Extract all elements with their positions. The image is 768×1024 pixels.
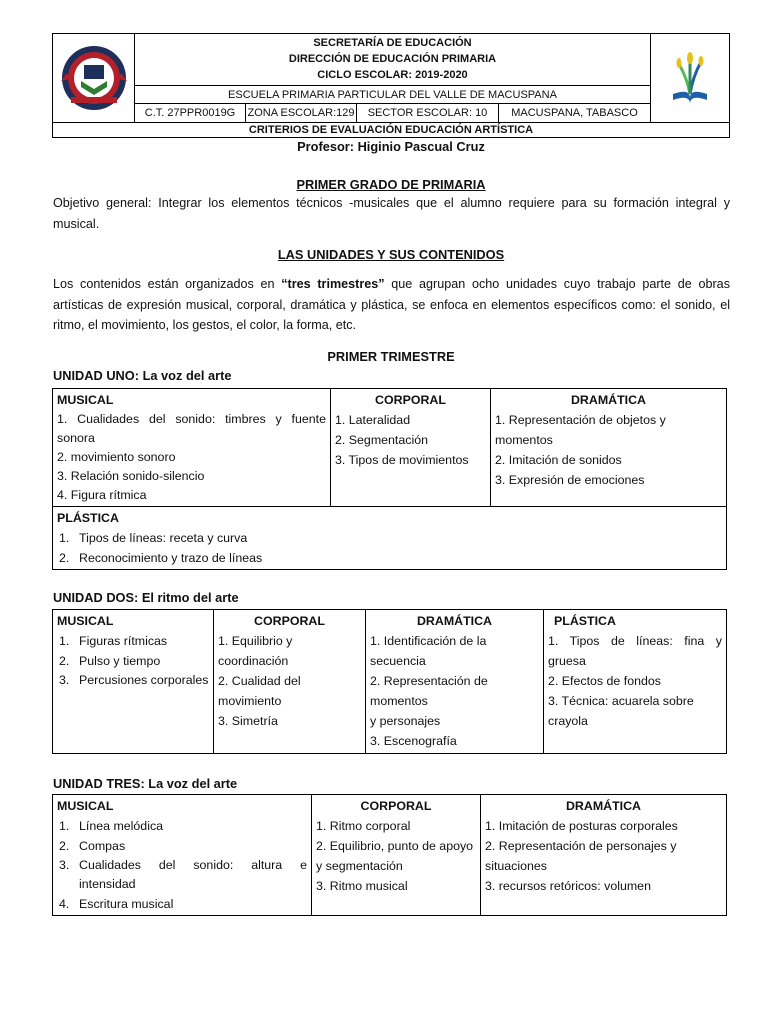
u3-corporal-item: 1. Ritmo corporal	[316, 819, 411, 833]
u2-dramatica-item: 2. Representación de momentos	[370, 674, 488, 708]
u1-dramatica-item: 3. Expresión de emociones	[495, 473, 645, 487]
list-item	[57, 548, 722, 568]
list-item	[57, 894, 307, 914]
u2-plastica-cell	[544, 610, 727, 754]
u2-dramatica-item: 3. Escenografía	[370, 734, 457, 748]
u3-dramatica-cell	[481, 795, 727, 916]
u3-musical-item: Línea melódica	[79, 819, 164, 833]
u3-corporal-cell	[312, 795, 481, 916]
list-number: 2.	[59, 839, 70, 853]
u1-dramatica-header: DRAMÁTICA	[570, 393, 647, 407]
u2-dramatica-item: 1. Identificación de la secuencia	[370, 634, 487, 668]
u3-corporal-header: CORPORAL	[360, 799, 432, 813]
u3-musical-list	[57, 816, 307, 914]
header-line-3: CICLO ESCOLAR: 2019-2020	[317, 69, 468, 81]
unidad-uno-title: UNIDAD UNO: La voz del arte	[53, 368, 232, 383]
u3-dramatica-item: 2. Representación de personajes y situaciones	[485, 839, 677, 873]
list-number: 1.	[59, 634, 70, 648]
contenidos-post: que agrupan ocho unidades cuyo trabajo parte de obras artísticas de expresión musical, corporal, dramática y plástica, se enfoca en elementos específicos como: el sonido, el ritmo, el movimiento, los gestos, el color, la forma, etc.	[53, 277, 730, 332]
u2-musical-item: Figuras rítmicas	[79, 634, 168, 648]
u3-dramatica-item: 1. Imitación de posturas corporales	[485, 819, 678, 833]
u1-musical-item: 4. Figura rítmica	[57, 488, 147, 502]
u2-corporal-item: 3. Simetría	[218, 714, 278, 728]
list-item	[57, 671, 209, 690]
u2-musical-header: MUSICAL	[57, 614, 114, 628]
list-item	[57, 856, 307, 894]
list-item	[57, 816, 307, 836]
list-number: 3.	[59, 858, 70, 872]
u1-plastica-item: Tipos de líneas: receta y curva	[79, 531, 248, 545]
document-header	[52, 33, 730, 138]
u2-corporal-header: CORPORAL	[254, 614, 325, 628]
list-number: 2.	[59, 654, 70, 668]
list-item	[57, 651, 209, 671]
u2-corporal-cell	[214, 610, 366, 754]
list-item	[57, 631, 209, 651]
u1-corporal-header: CORPORAL	[375, 393, 446, 407]
u3-dramatica-item: 3. recursos retóricos: volumen	[485, 879, 651, 893]
u2-corporal-item: 2. Cualidad del movimiento	[218, 674, 301, 708]
u2-plastica-item: 2. Efectos de fondos	[548, 674, 661, 688]
u1-musical-header: MUSICAL	[57, 393, 114, 407]
u2-corporal-item: 1. Equilibrio y coordinación	[218, 634, 293, 668]
education-plant-book-icon	[650, 34, 729, 122]
u1-corporal-item: 1. Lateralidad	[335, 413, 411, 427]
header-center	[135, 34, 650, 122]
u2-musical-list	[57, 631, 209, 690]
contenidos-bold: “tres trimestres”	[281, 277, 385, 291]
trimestre-title: PRIMER TRIMESTRE	[327, 349, 455, 364]
ct-code: C.T. 27PPR0019G	[135, 104, 246, 122]
u1-musical-item: 2. movimiento sonoro	[57, 450, 176, 464]
u1-corporal-item: 2. Segmentación	[335, 433, 428, 447]
school-seal-icon	[53, 34, 135, 122]
objetivo-paragraph: Objetivo general: Integrar los elementos técnicos -musicales que el alumno requiere para su formación integral y musical.	[53, 196, 730, 231]
u1-musical-item: 3. Relación sonido-silencio	[57, 469, 205, 483]
u1-musical-cell	[53, 389, 331, 507]
u1-musical-item: 1. Cualidades del sonido: timbres y fuente sonora	[57, 412, 326, 445]
criterios-title: CRITERIOS DE EVALUACIÓN EDUCACIÓN ARTÍSTICA	[53, 122, 729, 138]
unidad-uno-table	[52, 388, 727, 570]
list-number: 4.	[59, 897, 70, 911]
grado-title: PRIMER GRADO DE PRIMARIA	[296, 177, 486, 192]
profesor-name: Profesor: Higinio Pascual Cruz	[297, 139, 485, 154]
u2-musical-item: Percusiones corporales	[79, 673, 209, 687]
u3-musical-header: MUSICAL	[57, 799, 114, 813]
unidad-dos-title: UNIDAD DOS: El ritmo del arte	[53, 590, 239, 605]
u1-plastica-item: Reconocimiento y trazo de líneas	[79, 551, 263, 565]
unidad-dos-table	[52, 609, 727, 754]
u3-musical-cell	[53, 795, 312, 916]
school-name: ESCUELA PRIMARIA PARTICULAR DEL VALLE DE MACUSPANA	[135, 86, 650, 104]
header-codes-row	[135, 104, 650, 122]
unidades-title: LAS UNIDADES Y SUS CONTENIDOS	[277, 247, 505, 262]
list-number: 1.	[59, 531, 70, 545]
u3-musical-item: Escritura musical	[79, 897, 174, 911]
u1-dramatica-cell	[491, 389, 727, 507]
location: MACUSPANA, TABASCO	[511, 107, 638, 119]
u3-corporal-item: 2. Equilibrio, punto de apoyo y segmentación	[316, 839, 474, 873]
unidad-tres-table	[52, 794, 727, 916]
u2-dramatica-item: y personajes	[370, 714, 441, 728]
u2-musical-item: Pulso y tiempo	[79, 654, 161, 668]
u3-musical-item: Compas	[79, 839, 126, 853]
list-item	[57, 836, 307, 856]
list-number: 3.	[59, 673, 70, 687]
u1-corporal-item: 3. Tipos de movimientos	[335, 453, 469, 467]
header-line-2: DIRECCIÓN DE EDUCACIÓN PRIMARIA	[288, 53, 497, 65]
u3-corporal-item: 3. Ritmo musical	[316, 879, 408, 893]
u2-dramatica-cell	[366, 610, 544, 754]
u1-plastica-cell	[53, 507, 727, 570]
header-line-1: SECRETARÍA DE EDUCACIÓN	[313, 37, 472, 49]
list-item	[57, 528, 722, 548]
u1-dramatica-item: 1. Representación de objetos y momentos	[495, 413, 666, 447]
u2-plastica-header: PLÁSTICA	[554, 614, 616, 628]
contenidos-pre: Los contenidos están organizados en	[53, 277, 282, 291]
u2-plastica-item: 3. Técnica: acuarela sobre crayola	[548, 694, 694, 728]
u3-dramatica-header: DRAMÁTICA	[565, 799, 642, 813]
u3-musical-item: Cualidades del sonido: altura e intensidad	[79, 858, 307, 891]
contenidos-paragraph	[53, 274, 730, 336]
u1-corporal-cell	[331, 389, 491, 507]
sector-escolar: SECTOR ESCOLAR: 10	[357, 104, 499, 122]
u1-plastica-list	[57, 528, 722, 568]
u2-plastica-item: 1. Tipos de líneas: fina y gruesa	[548, 634, 722, 668]
list-number: 2.	[59, 551, 70, 565]
unidad-tres-title: UNIDAD TRES: La voz del arte	[53, 776, 238, 791]
header-titles	[135, 34, 650, 86]
zona-escolar: ZONA ESCOLAR:129	[246, 104, 357, 122]
u1-plastica-header: PLÁSTICA	[57, 511, 119, 525]
u2-musical-cell	[53, 610, 214, 754]
list-number: 1.	[59, 819, 70, 833]
u1-dramatica-item: 2. Imitación de sonidos	[495, 453, 622, 467]
u2-dramatica-header: DRAMÁTICA	[416, 614, 493, 628]
